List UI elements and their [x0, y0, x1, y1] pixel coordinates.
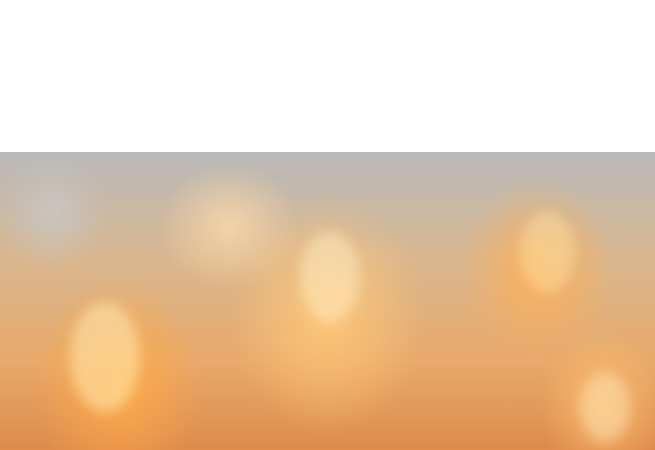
candle-flame-glow [70, 302, 140, 412]
candle-flame-glow [520, 212, 575, 292]
candle-flame-glow [300, 232, 360, 322]
candles-background-photo [0, 152, 655, 450]
candle-flame-glow [580, 372, 630, 442]
